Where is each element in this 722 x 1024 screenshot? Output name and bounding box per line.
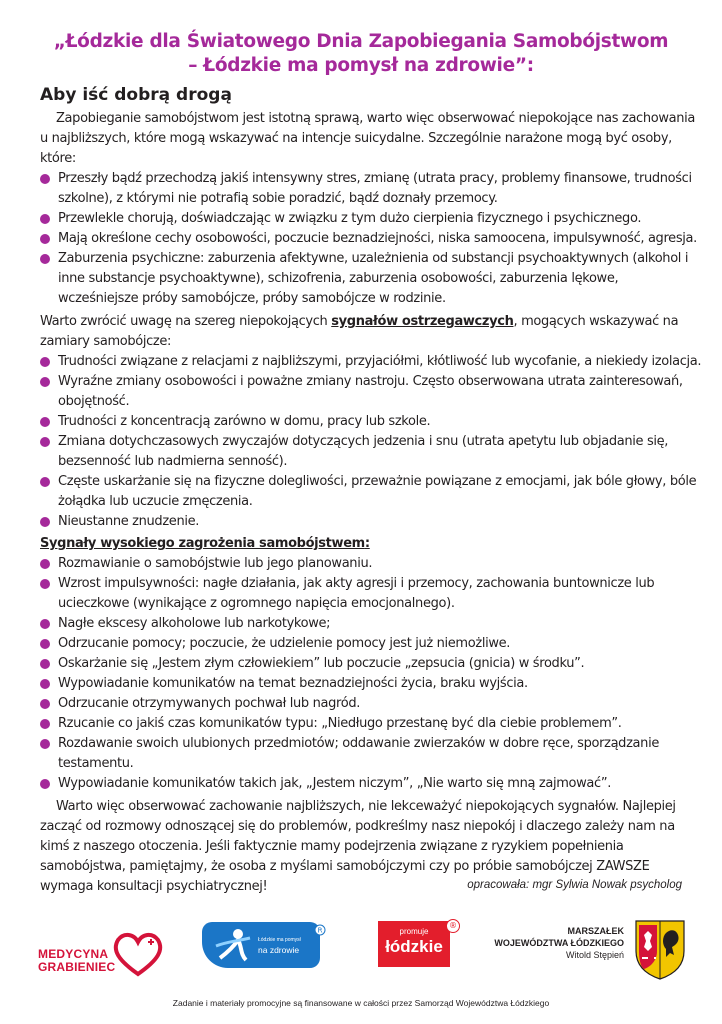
medycyna-line-1: MEDYCYNA [38,947,109,961]
list-item: Nieustanne znudzenie. [40,512,702,532]
list-item: Mają określone cechy osobowości, poczucie beznadziejności, niska samoocena, impulsywność, agresja. [40,229,702,249]
marszalek-line-1: MARSZAŁEK [567,926,624,936]
list-item: Zaburzenia psychiczne: zaburzenia afektywne, uzależnienia od substancji psychoaktywnych (alkohol i inne substancje psychoaktywne), schizofrenia, zaburzenia osobowości, zaburzenia lękowe, wcześniejsze próby samobójcze, próby samobójcze w rodzinie. [40,249,702,309]
list-item: Wyraźne zmiany osobowości i poważne zmiany nastroju. Często obserwowana utrata zainteresowań, obojętność. [40,372,702,412]
list-item: Przewlekle chorują, doświadczając w związku z tym dużo cierpienia fizycznego i psychicznego. [40,209,702,229]
medycyna-line-2: GRABIENIEC [38,960,116,974]
coat-of-arms-icon [632,917,688,981]
promuje-line-2: łódzkie [385,937,443,956]
list-item: Trudności związane z relacjami z najbliższymi, przyjaciółmi, kłótliwość lub wycofanie, a niekiedy izolacja. [40,352,702,372]
list-item: Zmiana dotychczasowych zwyczajów dotyczących jedzenia i snu (utrata apetytu lub objadanie się, bezsenność lub nadmierna senność). [40,432,702,472]
funding-footer: Zadanie i materiały promocyjne są finansowane w całości przez Samorząd Województwa Łódzkiego [172,998,550,1008]
closing-paragraph: Warto więc obserwować zachowanie najbliższych, nie lekceważyć niepokojących sygnałów. Najlepiej zacząć od rozmowy odnoszącej się do problemów, podkreślmy nasz niepokój i dlaczego zależy nam na kimś z naszego otoczenia. Jeśli faktycznie mamy podejrzenia związane z ryzykiem popełnienia samobójstwa, pamiętajmy, że osoba z myślami samobójczymi czy po próbie samobójczej ZAWSZE wymaga konsultacji psychiatrycznej! [40,799,676,894]
ma-pomysl-line-1: Łódzkie ma pomysł [258,937,301,943]
high-risk-heading [40,534,702,554]
list-item: Trudności z koncentracją zarówno w domu, pracy lub szkole. [40,412,702,432]
list-item: Odrzucanie otrzymywanych pochwał lub nagród. [40,694,702,714]
warning-intro-text-end: , mogących wskazywać na zamiary samobójcze: [40,314,679,349]
list-item: Wypowiadanie komunikatów takich jak, „Jestem niczym”, „Nie warto się mną zajmować”. [40,774,702,794]
risk-group-list [40,169,702,309]
list-item: Przeszły bądź przechodzą jakiś intensywny stres, zmianę (utrata pracy, problemy finansowe, trudności szkolne), z którymi nie potrafią sobie poradzić, bądź doznały przemocy. [40,169,702,209]
svg-text:R: R [317,926,323,935]
marszalek-logo-text [474,925,624,975]
lodzkie-ma-pomysl-logo [202,922,330,972]
list-item: Wzrost impulsywności: nagłe działania, jak akty agresji i przemocy, zachowania buntownicze lub ucieczkowe (wynikające z ogromnego napięcia emocjonalnego). [40,574,702,614]
promuje-lodzkie-logo [378,921,468,971]
page-title [20,30,702,78]
medycyna-text [38,948,115,974]
figure-icon [210,922,260,968]
intro-paragraph: Zapobieganie samobójstwom jest istotną sprawą, warto więc obserwować niepokojące nas zachowania u najbliższych, które mogą wskazywać na intencje suicydalne. Szczególnie narażone mogą być osoby, które: [40,111,696,166]
marszalek-line-2: WOJEWÓDZTWA ŁÓDZKIEGO [494,938,624,948]
warning-intro [40,312,702,352]
title-line-2: – Łódzkie ma pomysł na zdrowie”: [188,55,534,76]
list-item: Odrzucanie pomocy; poczucie, że udzielenie pomocy jest już niemożliwe. [40,634,702,654]
high-risk-list [40,554,702,794]
list-item: Częste uskarżanie się na fizyczne dolegliwości, przeważnie powiązane z emocjami, jak bóle głowy, bóle żołądka lub uczucie zmęczenia. [40,472,702,512]
list-item: Rzucanie co jakiś czas komunikatów typu: „Niedługo przestanę być dla ciebie problemem”. [40,714,702,734]
list-item: Rozmawianie o samobójstwie lub jego planowaniu. [40,554,702,574]
warning-signals-emphasis: sygnałów ostrzegawczych [331,314,514,329]
list-item: Wypowiadanie komunikatów na temat beznadziejności życia, braku wyjścia. [40,674,702,694]
high-risk-heading-colon: : [364,536,370,551]
marszalek-name: Witold Stępień [565,950,624,960]
list-item: Rozdawanie swoich ulubionych przedmiotów; oddawanie zwierzaków w dobre ręce, sporządzanie testamentu. [40,734,702,774]
ma-pomysl-line-2: na zdrowie [258,945,300,955]
main-content [40,109,702,897]
list-item: Nagłe ekscesy alkoholowe lub narkotykowe; [40,614,702,634]
author-credit: opracowała: mgr Sylwia Nowak psycholog [467,879,682,891]
registered-icon [314,924,326,936]
warning-signs-list [40,352,702,532]
list-item: Oskarżanie się „Jestem złym człowiekiem” lub poczucie „zepsucia (gnicia) w środku”. [40,654,702,674]
high-risk-heading-text: Sygnały wysokiego zagrożenia samobójstwem [40,536,365,551]
section-subtitle: Aby iść dobrą drogą [40,85,232,105]
promuje-line-1: promuje [399,927,429,936]
registered-mark: ® [446,919,460,933]
title-line-1: „Łódzkie dla Światowego Dnia Zapobiegania Samobójstwom [53,31,669,52]
medycyna-grabieniec-logo [38,928,166,978]
warning-intro-text: Warto zwrócić uwagę na szereg niepokojących [40,314,332,329]
